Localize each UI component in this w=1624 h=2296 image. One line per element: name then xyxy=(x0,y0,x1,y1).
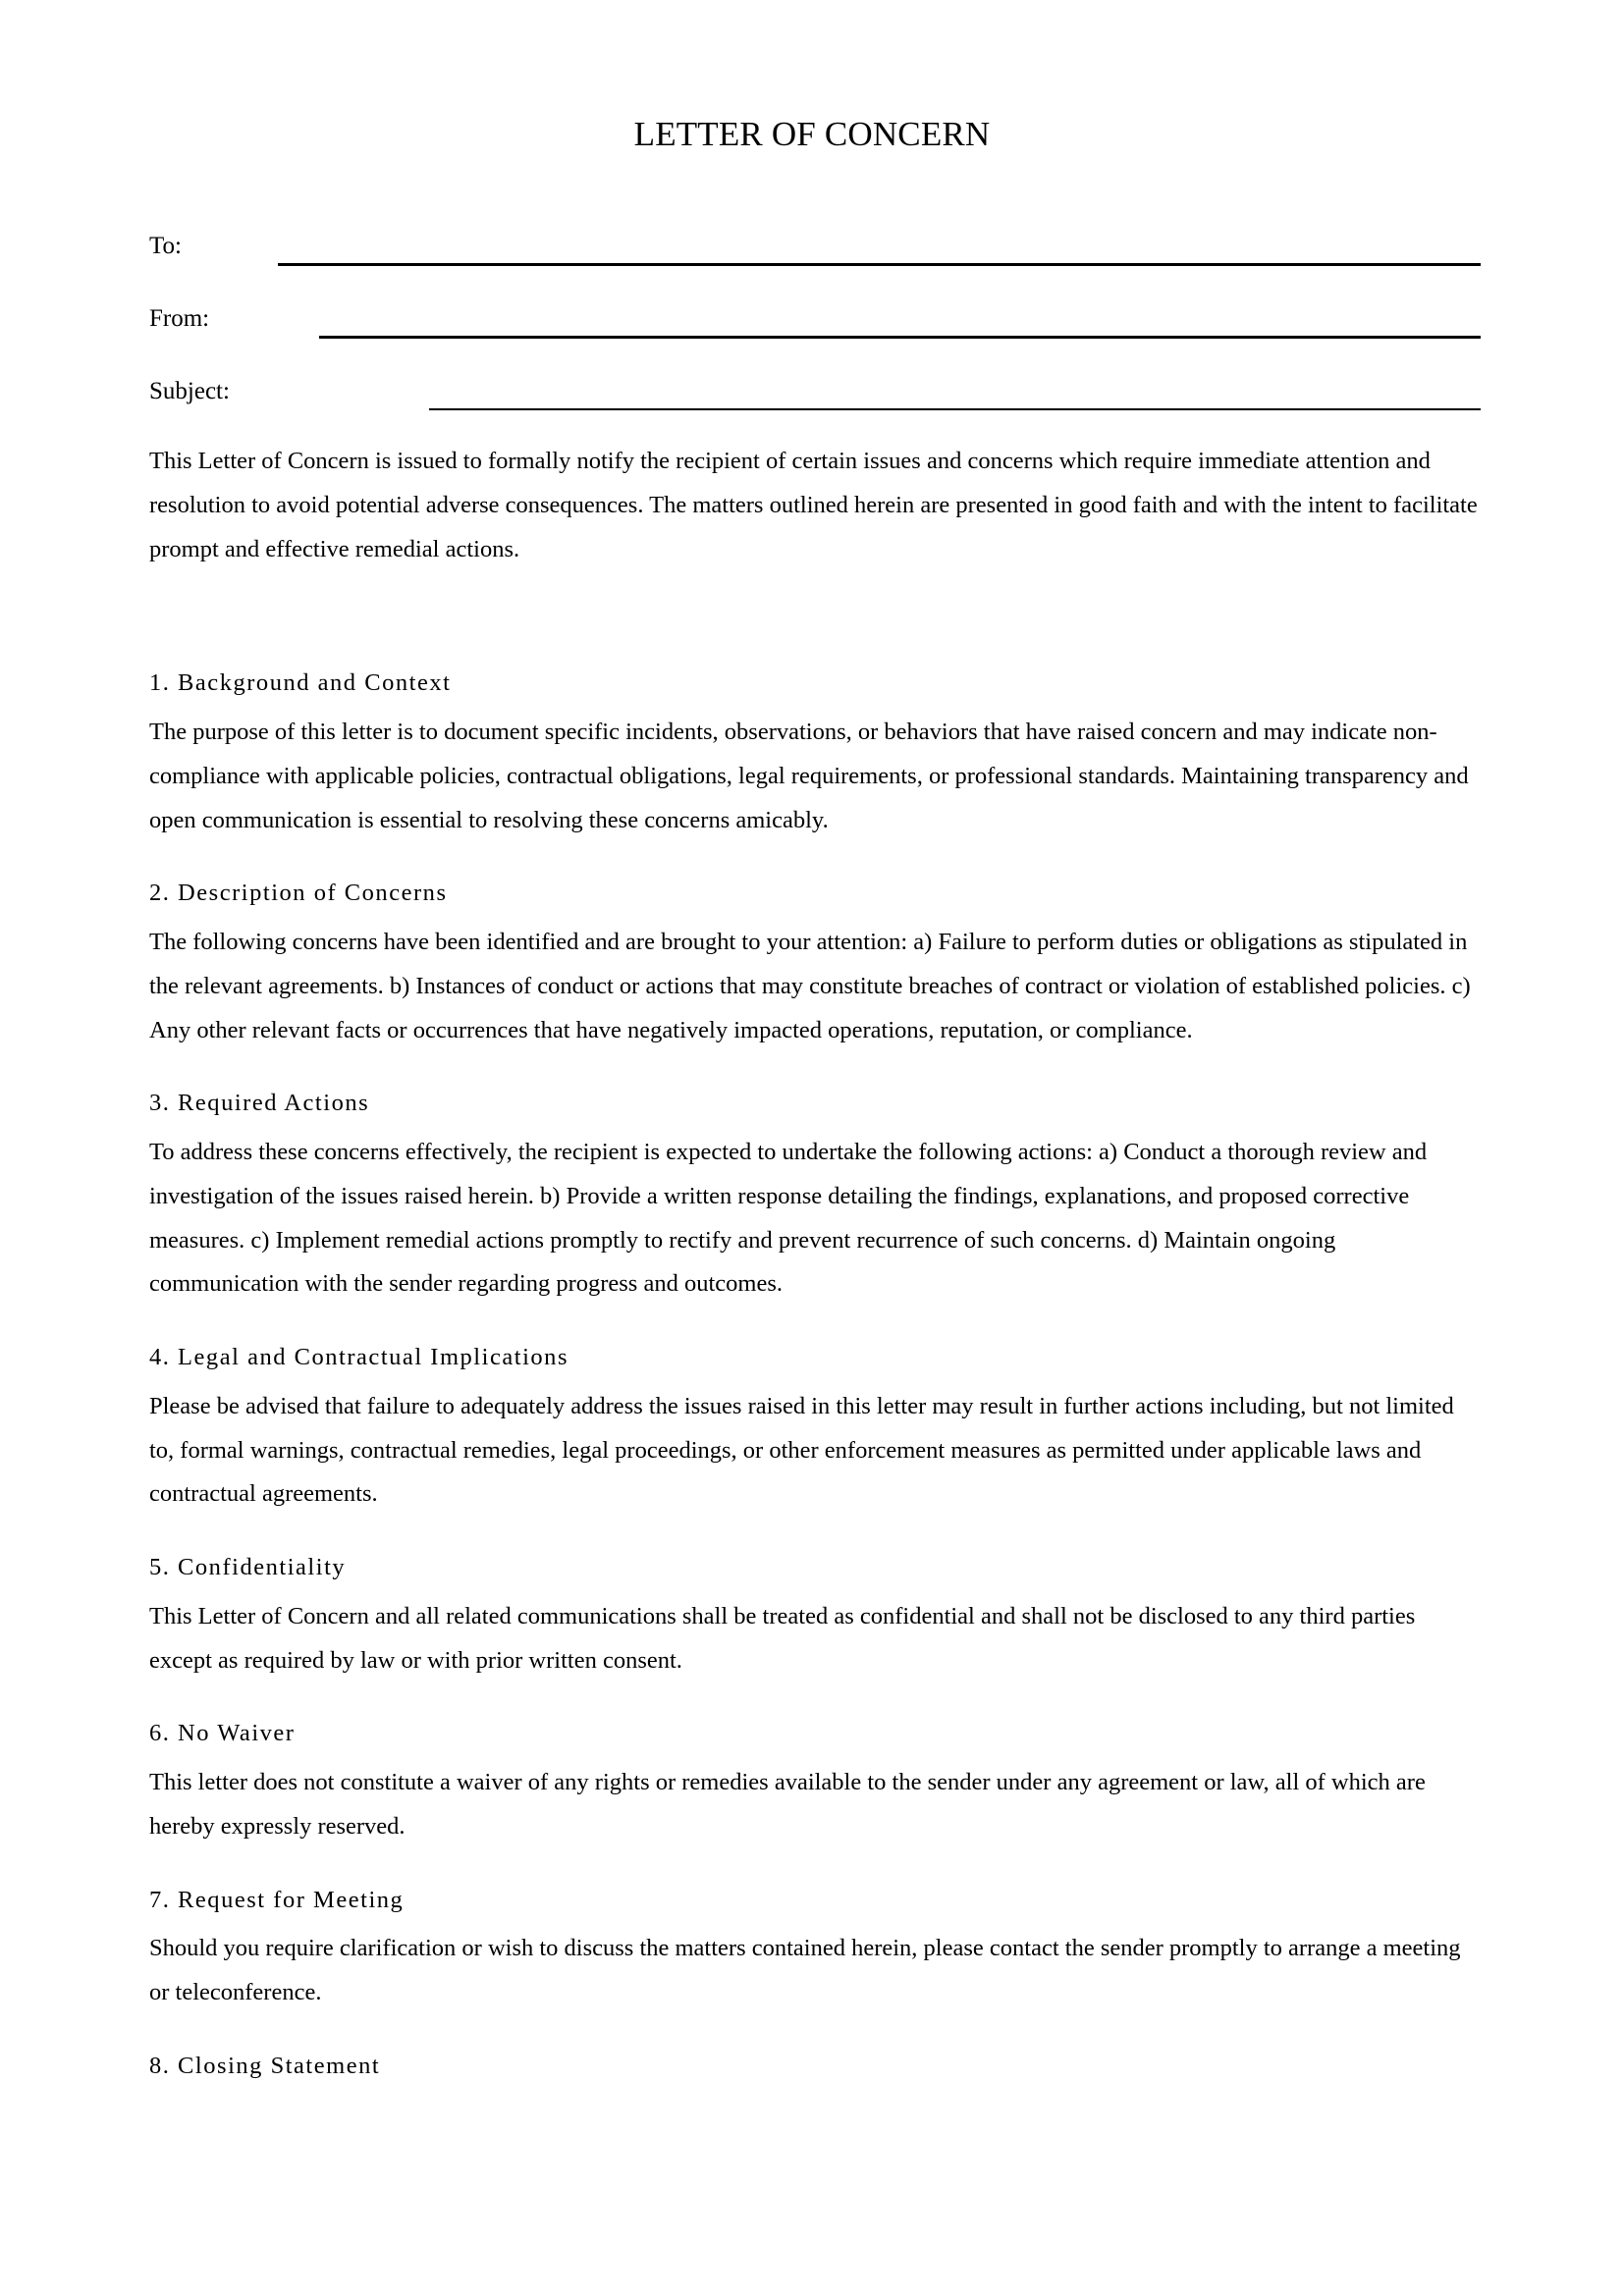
section-legal-and-contractual-implications xyxy=(149,1340,1481,1517)
section-required-actions xyxy=(149,1086,1481,1307)
section-body: The following concerns have been identified and are brought to your attention: a) Failure to perform duties or obligations as stipulated in the relevant agreements. b) Instances of conduct or actions that may constitute breaches of contract or violation of established policies. c) Any other relevant facts or occurrences that have negatively impacted operations, reputation, or compliance. xyxy=(149,929,1471,1043)
section-heading: 5. Confidentiality xyxy=(149,1554,347,1581)
section-closing-statement xyxy=(149,2049,1481,2084)
section-request-for-meeting xyxy=(149,1883,1481,2015)
section-body: The purpose of this letter is to document specific incidents, observations, or behaviors that have raised concern and may indicate non-compliance with applicable policies, contractual obligations, legal requirements, or professional standards. Maintaining transparency and open communication is essential to resolving these concerns amicably. xyxy=(149,719,1469,833)
from-label: From: xyxy=(149,305,210,332)
field-row-from xyxy=(149,304,1481,377)
to-label: To: xyxy=(149,233,182,259)
section-body: This letter does not constitute a waiver of any rights or remedies available to the sender under any agreement or law, all of which are hereby expressly reserved. xyxy=(149,1769,1426,1840)
section-heading: 1. Background and Context xyxy=(149,669,452,697)
header-fields xyxy=(149,232,1481,450)
section-heading: 3. Required Actions xyxy=(149,1090,370,1117)
subject-label: Subject: xyxy=(149,378,230,404)
from-input-line[interactable] xyxy=(319,336,1481,339)
section-confidentiality xyxy=(149,1550,1481,1682)
section-heading: 2. Description of Concerns xyxy=(149,880,448,907)
section-description-of-concerns xyxy=(149,876,1481,1052)
section-body: Please be advised that failure to adequately address the issues raised in this letter may result in further actions including, but not limited to, formal warnings, contractual remedies, legal proceedings, or other enforcement measures as permitted under applicable laws and contractual agreements. xyxy=(149,1392,1454,1508)
page-title: LETTER OF CONCERN xyxy=(633,115,991,153)
section-no-waiver xyxy=(149,1716,1481,1848)
document-body xyxy=(149,440,1481,2116)
section-body: To address these concerns effectively, the recipient is expected to undertake the following actions: a) Conduct a thorough review and investigation of the issues raised herein. b) Provide a written response detailing the findings, explanations, and proposed corrective measures. c) Implement remedial actions promptly to rectify and prevent recurrence of such concerns. d) Maintain ongoing communication with the sender regarding progress and outcomes. xyxy=(149,1139,1428,1298)
subject-input-line[interactable] xyxy=(429,408,1481,410)
section-heading: 7. Request for Meeting xyxy=(149,1886,405,1913)
field-row-to xyxy=(149,232,1481,304)
section-body: This Letter of Concern and all related communications shall be treated as confidential and shall not be disclosed to any third parties except as required by law or with prior written consent. xyxy=(149,1602,1416,1674)
section-heading: 6. No Waiver xyxy=(149,1720,296,1747)
section-body: Should you require clarification or wish to discuss the matters contained herein, please contact the sender promptly to arrange a meeting or teleconference. xyxy=(149,1935,1461,2005)
section-heading: 8. Closing Statement xyxy=(149,2052,381,2079)
intro-paragraph: This Letter of Concern is issued to formally notify the recipient of certain issues and concerns which require immediate attention and resolution to avoid potential adverse consequences. The matters outlined herein are presented in good faith and with the intent to facilitate prompt and effective remedial actions. xyxy=(149,448,1478,562)
field-row-subject xyxy=(149,377,1481,450)
to-input-line[interactable] xyxy=(278,263,1481,266)
section-background-and-context xyxy=(149,666,1481,842)
section-heading: 4. Legal and Contractual Implications xyxy=(149,1344,568,1371)
